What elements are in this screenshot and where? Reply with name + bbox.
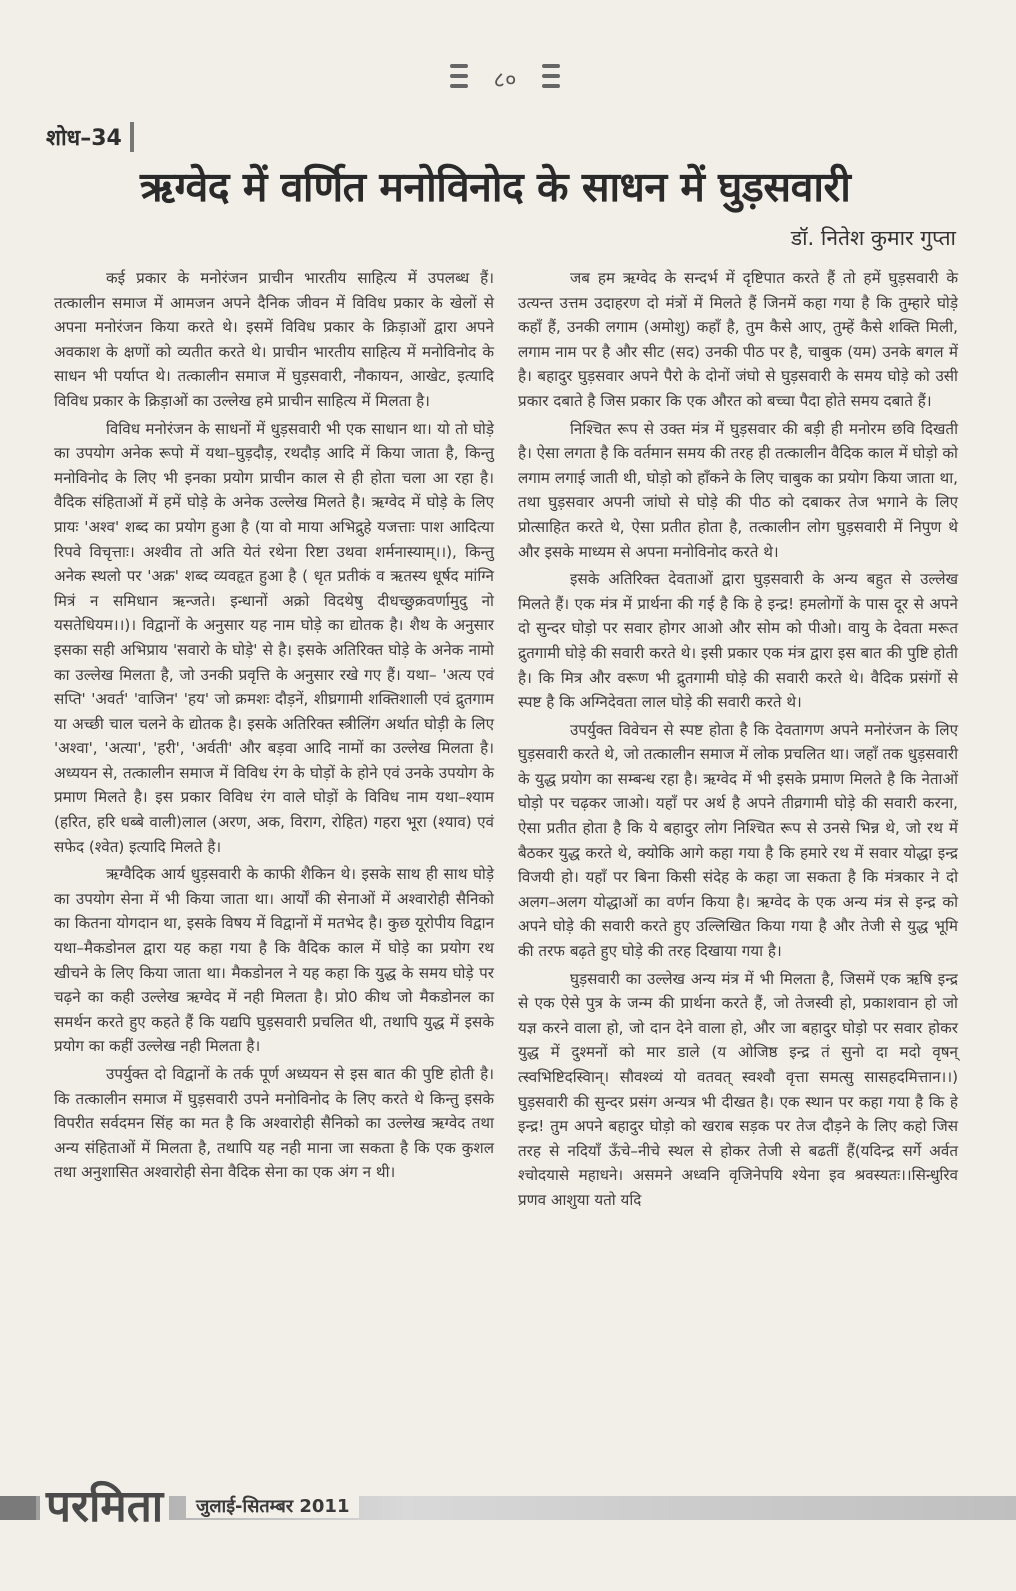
paragraph: कई प्रकार के मनोरंजन प्राचीन भारतीय साहित्य में उपलब्ध हैं। तत्कालीन समाज में आमजन अपने दैनिक जीवन में विविध प्रकार के खेलों से अपना मनोरंजन किया करते थे। इसमें विविध प्रकार के क्रिड़ाओं द्वारा अपने अवकाश के क्षणों को व्यतीत करते थे। प्राचीन भारतीय साहित्य में मनोविनोद के साधन भी पर्याप्त थे। तत्कालीन समाज में घुड़सवारी, नौकायन, आखेट, इत्यादि विविध प्रकार के क्रिड़ाओं का उल्लेख हमे प्राचीन साहित्य में मिलता है। [54, 269, 494, 410]
paragraph: जब हम ऋग्वेद के सन्दर्भ में दृष्टिपात करते हैं तो हमें घुड़सवारी के उत्यन्त उत्तम उदाहरण दो मंत्रों में मिलते हैं जिनमें कहा गया है कि तुम्हारे घोड़े कहाँ हैं, उनकी लगाम (अमोशु) कहाँ है, तुम कैसे आए, तुम्हें कैसे शक्ति मिली, लगाम नाम पर है और सीट (सद) उनकी पीठ पर है, चाबुक (यम) उनके बगल में है। बहादुर घुड़सवार अपने पैरो के दोनों जंघो से घुड़सवारी के समय घोड़े को उसी प्रकार दबाते है जिस प्रकार कि एक औरत को बच्चा पैदा होते समय दबाते हैं। [518, 269, 958, 410]
page-number-text: ८० [493, 68, 517, 93]
article-title: ऋग्वेद में वर्णित मनोविनोद के साधन में घुड़सवारी [140, 163, 851, 211]
magazine-brand: परमिता [40, 1482, 169, 1532]
paragraph: उपर्युक्त दो विद्वानों के तर्क पूर्ण अध्ययन से इस बात की पुष्टि होती है। कि तत्कालीन समाज में घुड़सवारी उपने मनोविनोद के लिए करते थे किन्तु इसके विपरीत सर्वदमन सिंह का मत है कि अश्वारोही सैनिको का उल्लेख ऋग्वेद तथा अन्य संहिताओं में मिलता है, तथापि यह नही माना जा सकता है कि एक कुशल तथा अनुशासित अश्वारोही सेना वैदिक सेना का एक अंग न थी। [54, 1065, 494, 1182]
issue-date: जुलाई-सितम्बर 2011 [186, 1494, 359, 1518]
paragraph: ऋग्वैदिक आर्य धुड़सवारी के काफी शैकिन थे। इसके साथ ही साथ घोड़े का उपयोग सेना में भी किया जाता था। आर्यों की सेनाओं में अश्वारोही सैनिको का कितना योगदान था, इसके विषय में विद्वानों में मतभेद है। कुछ यूरोपीय विद्वान यथा–मैकडोनल द्वारा यह कहा गया है कि वैदिक काल में घोड़े का प्रयोग रथ खीचने के लिए किया जाता था। मैकडोनल ने यह कहा कि युद्ध के समय घोड़े पर चढ़ने का कही उल्लेख ऋग्वेद में नही मिलता है। प्रो0 कीथ जो मैकडोनल का समर्थन करते हुए कहते हैं कि यद्यपि घुड़सवारी प्रचलित थी, तथापि युद्ध में इसके प्रयोग का कहीं उल्लेख नही मिलता है। [54, 865, 494, 1056]
right-column [518, 266, 958, 1216]
section-tag: शोध–34 [46, 122, 134, 152]
paragraph: उपर्युक्त विवेचन से स्पष्ट होता है कि देवतागण अपने मनोरंजन के लिए घुड़सवारी करते थे, जो तत्कालीन समाज में लोक प्रचलित था। जहाँ तक धुड़सवारी के युद्ध प्रयोग का सम्बन्ध रहा है। ऋग्वेद में भी इसके प्रमाण मिलते है कि नेताओं घोड़ो पर चढ़कर जाओ। यहाँ पर अर्थ है अपने तीव्रगामी घोड़े की सवारी करना, ऐसा प्रतीत होता है कि ये बहादुर लोग निश्चित रूप से उनसे भिन्न थे, जो रथ में बैठकर युद्ध करते थे, क्योकि आगे कहा गया है कि हमारे रथ में सवार योद्धा इन्द्र विजयी हो। यहाँ पर बिना किसी संदेह के कहा जा सकता है कि मंत्रकार ने दो अलग–अलग योद्धाओं का वर्णन किया है। ऋग्वेद के एक अन्य मंत्र से इन्द्र को अपने घोड़े की सवारी करते हुए उल्लिखित किया गया है और तेजी से युद्ध भूमि की तरफ बढ़ते हुए घोड़े की तरह दिखाया गया है। [518, 720, 958, 961]
paragraph: निश्चित रूप से उक्त मंत्र में घुड़सवार की बड़ी ही मनोरम छवि दिखती है। ऐसा लगता है कि वर्तमान समय की तरह ही तत्कालीन वैदिक काल में घोड़ो को लगाम लगाई जाती थी, घोड़ो को हाँकने के लिए चाबुक का प्रयोग किया जाता था, तथा घुड़सवार अपनी जांघो से घोड़े की पीठ को दबाकर तेज भगाने के लिए प्रोत्साहित करते थे, ऐसा प्रतीत होता है, तत्कालीन लोग घुड़सवारी में निपुण थे और इसके माध्यम से अपना मनोविनोद करते थे। [518, 419, 958, 561]
paragraph: घुड़सवारी का उल्लेख अन्य मंत्र में भी मिलता है, जिसमें एक ऋषि इन्द्र से एक ऐसे पुत्र के जन्म की प्रार्थना करते हैं, जो तेजस्वी हो, प्रकाशवान हो जो यज्ञ करने वाला हो, जो दान देने वाला हो, और जा बहादुर घोड़ो पर सवार होकर युद्ध में दुश्मनों को मार डाले (य ओजिष्ठ इन्द्र तं सुनो दा मदो वृषन् त्स्वभिष्टिदस्विान्। सौवश्व्यं यो वतवत् स्वश्वौ वृत्ता समत्सु सासहदमित्तान।।) घुड़सवारी की सुन्दर प्रसंग अन्यत्र भी दीखत है। एक स्थान पर कहा गया है कि हे इन्द्र! तुम अपने बहादुर घोड़ो को खराब सड़क पर तेज दौड़ने के लिए कहो जिस तरह से नदियाँ ऊँचे–नीचे स्थल से होकर तेजी से बढतीं हैं(यदिन्द्र सर्गे अर्वत श्चोदयासे महाधने। असमने अध्वनि वृजिनेपयि श्येना इव श्रवस्यतः।।सिन्धुरिव प्रणव आशुया यतो यदि [518, 969, 958, 1209]
paragraph: इसके अतिरिक्त देवताओं द्वारा घुड़सवारी के अन्य बहुत से उल्लेख मिलते हैं। एक मंत्र में प्रार्थना की गई है कि हे इन्द्र! हमलोगों के पास दूर से अपने दो सुन्दर घोड़ो पर सवार होगर आओ और सोम को पीओ। वायु के देवता मरूत द्रुतगामी घोड़े की सवारी करते थे। इसी प्रकार एक मंत्र द्वारा इस बात की पुष्टि होती है। कि मित्र और वरूण भी द्रुतगामी घोड़े की सवारी करते थे। वैदिक प्रसंगों से स्पष्ट है कि अग्निदेवता लाल घोड़े की सवारी करते थे। [518, 570, 958, 712]
page-number-ornament-right [542, 58, 560, 98]
paragraph: विविध मनोरंजन के साधनों में धुड़सवारी भी एक साधान था। यो तो घोड़े का उपयोग अनेक रूपो में यथा–घुड़दौड़, रथदौड़ आदि में किया जाता है, किन्तु मनोविनोद के लिए भी इनका प्रयोग प्राचीन काल से ही होता चला आ रहा है। वैदिक संहिताओं में हमें घोड़े के अनेक उल्लेख मिलते है। ऋग्वेद में घोड़े के लिए प्रायः 'अश्व' शब्द का प्रयोग हुआ है (या वो माया अभिद्रुहे यजत्ताः पाश आदित्या रिपवे विचृत्ताः। अश्वीव तो अति येतं रथेना रिष्टा उथवा शर्मनास्याम्।।), किन्तु अनेक स्थलो पर 'अक्र' शब्द व्यवहृत हुआ है ( धृत प्रतीकं व ऋतस्य धूर्षद मांग्नि मित्रं न समिधान ऋन्जते। इन्धानों अक्रो विदथेषु दीधच्छुक्रवर्णामुदु नो यसतेधियम।।)। विद्वानों के अनुसार यह नाम घोड़े का द्योतक है। शैथ के अनुसार इसका सही अभिप्राय 'सवारो के घोड़े' से है। इसके अतिरिक्त घोड़े के अनेक नामो का उल्लेख मिलता है, जो उनकी प्रवृत्ति के अनुसार रखे गए हैं। यथा– 'अत्य एवं सप्ति' 'अवर्त' 'वाजिन' 'हय' जो क्रमशः दौड़नें, शीघ्रगामी शक्तिशाली एवं द्रुतगाम या अच्छी चाल चलने के द्योतक है। इसके अतिरिक्त स्त्रीलिंग अर्थात घोड़ी के लिए 'अश्वा', 'अत्या', 'हरी', 'अर्वती' और बड़वा आदि नामों का उल्लेख मिलता है। अध्ययन से, तत्कालीन समाज में विविध रंग के घोड़ों के होने एवं उनके उपयोग के प्रमाण मिलते है। इस प्रकार विविध रंग वाले घोड़ों के विविध नाम यथा–श्याम (हरित, हरि धब्बे वाली)लाल (अरण, अक, विराग, रोहित) गहरा भूरा (श्याव) एवं सफेद (श्वेत) इत्यादि मिलते है। [54, 419, 494, 856]
page-number-ornament-left [450, 58, 468, 98]
left-column [54, 266, 494, 1188]
page-number [450, 52, 560, 104]
footer-left-block [0, 1496, 36, 1520]
author-name: डॉ. नितेश कुमार गुप्ता [790, 226, 956, 250]
